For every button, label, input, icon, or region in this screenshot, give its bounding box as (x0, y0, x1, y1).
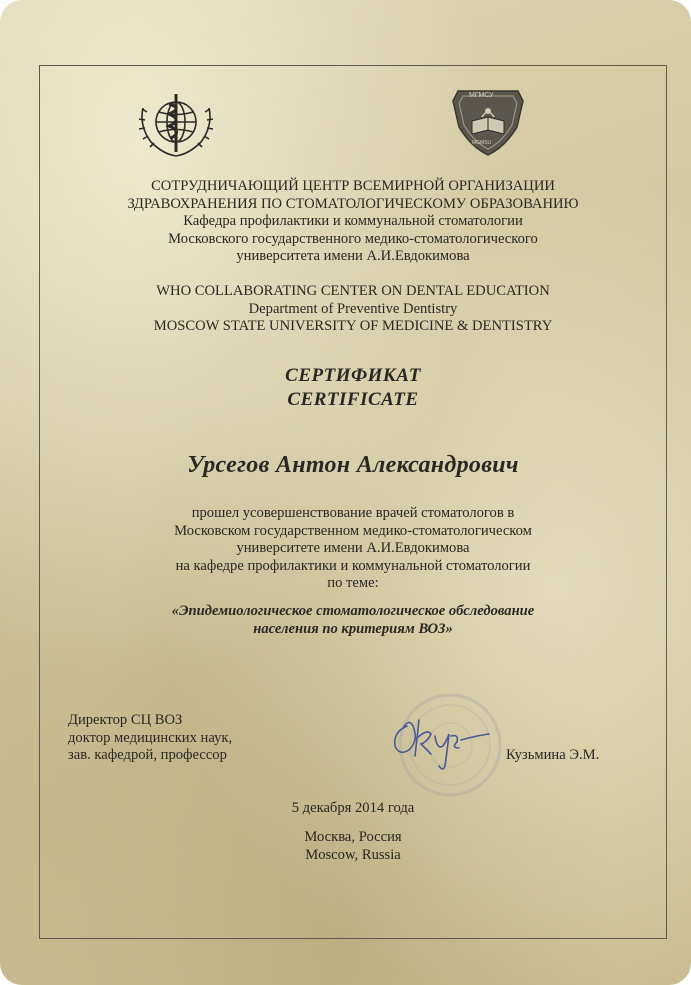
ru-org-line: ЗДРАВОХРАНЕНИЯ ПО СТОМАТОЛОГИЧЕСКОМУ ОБРАЗОВАНИЮ (127, 195, 579, 212)
topic-line: населения по критериям ВОЗ» (253, 620, 453, 637)
place-en: Moscow, Russia (305, 846, 401, 863)
handwritten-signature (385, 706, 500, 776)
course-topic (39, 603, 667, 638)
en-org-line: Department of Preventive Dentistry (248, 300, 458, 317)
ru-org-line: Московского государственного медико-стоматологического (168, 230, 538, 247)
university-crest-top-label: МГМСУ (469, 92, 494, 99)
director-line: зав. кафедрой, профессор (68, 747, 227, 763)
university-crest-bottom-label: MGMSU (472, 140, 492, 146)
director-title-block (68, 712, 232, 765)
issue-date: 5 декабря 2014 года (291, 800, 415, 816)
body-line: прошел усовершенствование врачей стоматологов в (191, 505, 515, 521)
who-emblem-icon (133, 90, 219, 162)
certificate-title-ru: СЕРТИФИКАТ (285, 365, 421, 386)
certificate-body (39, 505, 667, 593)
english-organization-header (39, 283, 667, 336)
place-ru: Москва, Россия (304, 829, 402, 845)
russian-organization-header (39, 178, 667, 266)
body-line: Московском государственном медико-стоматологическом (174, 522, 532, 539)
director-line: Директор СЦ ВОЗ (68, 712, 183, 728)
director-line: доктор медицинских наук, (68, 729, 233, 746)
ru-org-line: СОТРУДНИЧАЮЩИЙ ЦЕНТР ВСЕМИРНОЙ ОРГАНИЗАЦИИ (151, 178, 555, 194)
topic-line: «Эпидемиологическое стоматологическое обследование (171, 603, 535, 619)
ru-org-line: Кафедра профилактики и коммунальной стоматологии (183, 213, 523, 229)
en-org-line: WHO COLLABORATING CENTER ON DENTAL EDUCATION (156, 283, 550, 299)
certificate-title-en: CERTIFICATE (287, 389, 419, 410)
issue-place (39, 829, 667, 864)
ru-org-line: университета имени А.И.Евдокимова (236, 248, 470, 264)
en-org-line: MOSCOW STATE UNIVERSITY OF MEDICINE & DENTISTRY (153, 318, 553, 334)
certificate-title (39, 364, 667, 412)
signatory-name: Кузьмина Э.М. (506, 747, 600, 763)
body-line: на кафедре профилактики и коммунальной стоматологии (175, 557, 531, 574)
body-line: по теме: (327, 575, 379, 591)
body-line: университете имени А.И.Евдокимова (236, 540, 470, 556)
recipient-name: Урсегов Антон Александрович (187, 452, 519, 478)
